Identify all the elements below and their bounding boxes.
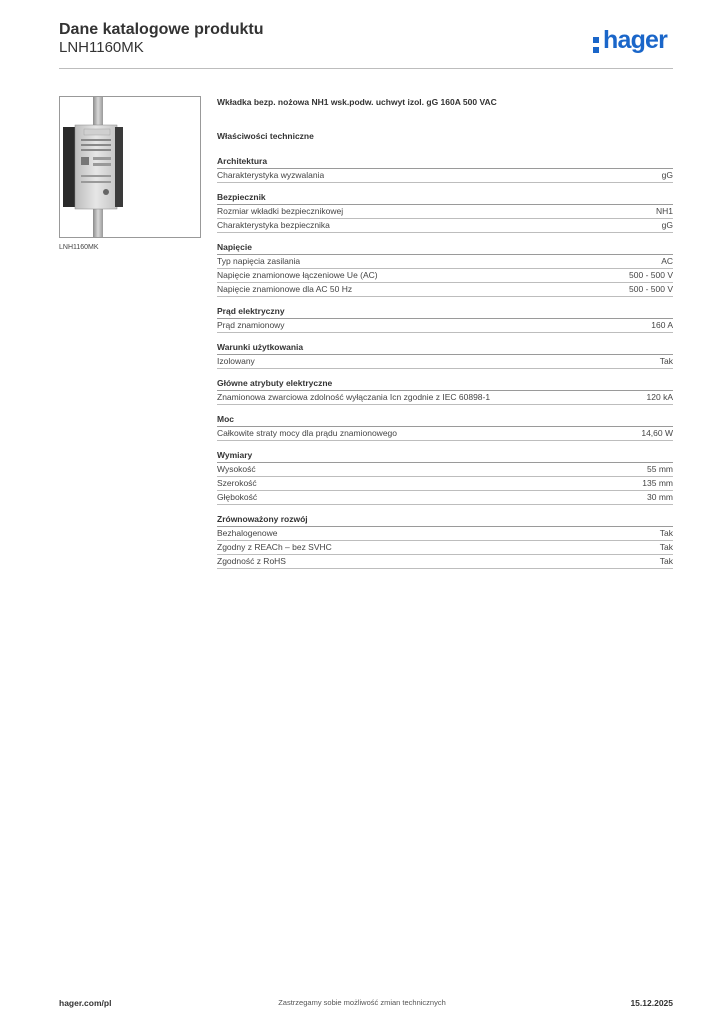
property-row — [217, 283, 673, 297]
property-row — [217, 319, 673, 333]
property-row — [217, 463, 673, 477]
group-title: Moc — [217, 414, 234, 424]
property-label: Izolowany — [217, 356, 255, 366]
property-row — [217, 219, 673, 233]
footer-website: hager.com/pl — [59, 998, 112, 1008]
properties-section — [217, 97, 673, 569]
properties-heading: Właściwości techniczne — [217, 131, 314, 141]
group-title: Prąd elektryczny — [217, 306, 285, 316]
property-label: Zgodny z REACh – bez SVHC — [217, 542, 332, 552]
property-row — [217, 527, 673, 541]
property-label: Szerokość — [217, 478, 257, 488]
property-label: Rozmiar wkładki bezpiecznikowej — [217, 206, 344, 216]
property-value: 120 kA — [646, 392, 673, 402]
property-row — [217, 255, 673, 269]
property-value: gG — [661, 170, 673, 180]
property-row — [217, 269, 673, 283]
property-label: Napięcie znamionowe łączeniowe Ue (AC) — [217, 270, 378, 280]
property-label: Charakterystyka bezpiecznika — [217, 220, 330, 230]
footer-notice: Zastrzegamy sobie możliwość zmian technicznych — [278, 998, 446, 1007]
property-label: Całkowite straty mocy dla prądu znamionowego — [217, 428, 398, 438]
hager-logo — [593, 27, 673, 59]
logo-dots-icon — [593, 37, 601, 55]
property-row — [217, 477, 673, 491]
footer-date: 15.12.2025 — [630, 998, 673, 1008]
property-value: 500 - 500 V — [629, 270, 673, 280]
page-title: Dane katalogowe produktu — [59, 21, 264, 38]
group-title: Główne atrybuty elektryczne — [217, 378, 333, 388]
properties-groups — [217, 155, 673, 569]
property-value: Tak — [659, 542, 673, 552]
property-label: Napięcie znamionowe dla AC 50 Hz — [217, 284, 353, 294]
property-value: gG — [661, 220, 673, 230]
property-label: Bezhalogenowe — [217, 528, 278, 538]
property-value: 14,60 W — [641, 428, 673, 438]
property-row — [217, 391, 673, 405]
product-code: LNH1160MK — [59, 39, 144, 56]
property-row — [217, 169, 673, 183]
group-title: Wymiary — [217, 450, 253, 460]
property-value: 160 A — [651, 320, 673, 330]
property-value: 135 mm — [642, 478, 673, 488]
property-label: Zgodność z RoHS — [217, 556, 286, 566]
fuse-icon — [60, 97, 200, 237]
product-image — [59, 96, 201, 238]
group-title: Zrównoważony rozwój — [217, 514, 308, 524]
property-label: Głębokość — [217, 492, 258, 502]
property-value: Tak — [659, 356, 673, 366]
property-row — [217, 355, 673, 369]
product-image-caption: LNH1160MK — [59, 244, 99, 251]
group-title: Bezpiecznik — [217, 192, 266, 202]
property-value: 55 mm — [647, 464, 673, 474]
group-title: Architektura — [217, 156, 268, 166]
property-value: Tak — [659, 528, 673, 538]
property-value: 30 mm — [647, 492, 673, 502]
logo-text: hager — [603, 26, 668, 54]
header-divider — [59, 68, 673, 69]
product-description: Wkładka bezp. nożowa NH1 wsk.podw. uchwyt izol. gG 160A 500 VAC — [217, 97, 497, 107]
group-title: Napięcie — [217, 242, 252, 252]
property-value: Tak — [659, 556, 673, 566]
property-label: Wysokość — [217, 464, 256, 474]
property-row — [217, 491, 673, 505]
property-value: NH1 — [655, 206, 673, 216]
property-label: Znamionowa zwarciowa zdolność wyłączania Icn zgodnie z IEC 60898-1 — [217, 392, 491, 402]
property-label: Charakterystyka wyzwalania — [217, 170, 325, 180]
property-value: AC — [661, 256, 673, 266]
property-label: Typ napięcia zasilania — [217, 256, 301, 266]
property-label: Prąd znamionowy — [217, 320, 285, 330]
property-value: 500 - 500 V — [629, 284, 673, 294]
property-row — [217, 541, 673, 555]
property-row — [217, 555, 673, 569]
property-row — [217, 205, 673, 219]
group-title: Warunki użytkowania — [217, 342, 304, 352]
property-row — [217, 427, 673, 441]
